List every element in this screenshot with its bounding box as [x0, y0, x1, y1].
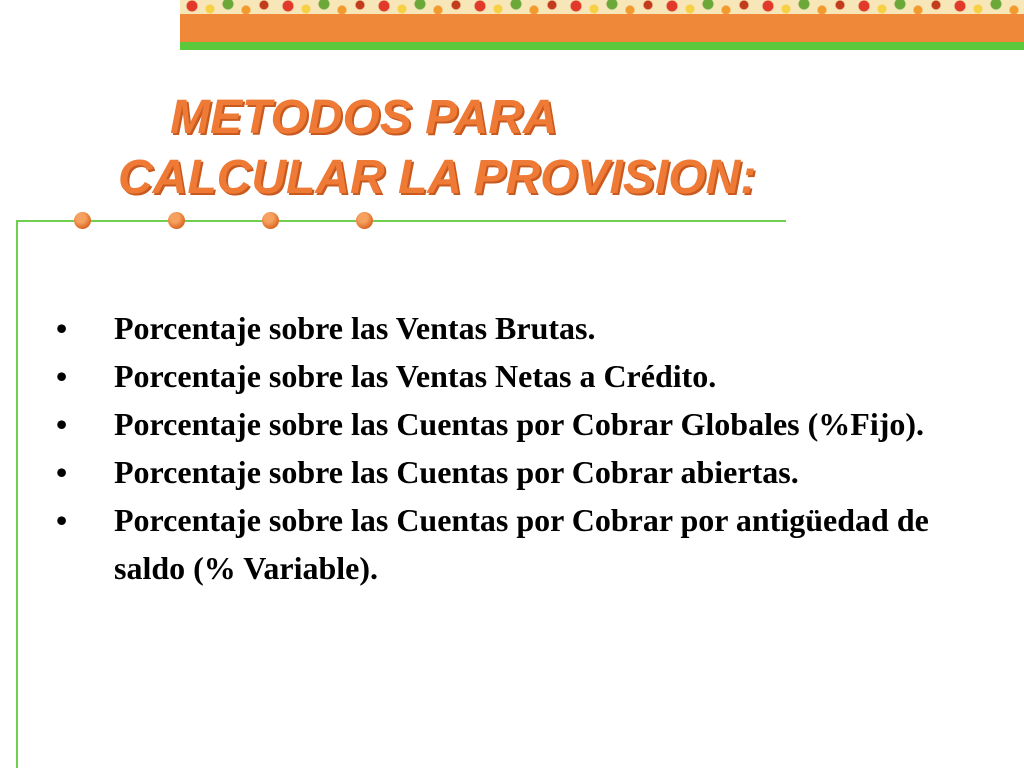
decorative-dot-2: [168, 212, 185, 229]
green-header-stripe: [180, 42, 1024, 50]
vertical-divider: [16, 220, 18, 768]
bullet-glyph: •: [56, 358, 68, 394]
list-item-text: Porcentaje sobre las Ventas Netas a Crédito.: [114, 358, 717, 394]
bullet-glyph: •: [56, 454, 68, 490]
bullet-glyph: •: [56, 406, 68, 442]
decorative-dot-4: [356, 212, 373, 229]
list-item: [56, 496, 956, 592]
list-item: [56, 304, 956, 352]
list-item: [56, 448, 956, 496]
list-item: [56, 400, 956, 448]
list-item-text: Porcentaje sobre las Cuentas por Cobrar Globales (%Fijo).: [114, 406, 925, 442]
method-list: [56, 304, 956, 592]
decorative-dot-3: [262, 212, 279, 229]
slide-title: [118, 88, 978, 208]
title-line-1: METODOS PARA: [170, 91, 558, 144]
horizontal-divider: [16, 220, 786, 222]
list-item-text: Porcentaje sobre las Cuentas por Cobrar por antigüedad de saldo (% Variable).: [114, 502, 929, 586]
list-item: [56, 352, 956, 400]
list-item-text: Porcentaje sobre las Ventas Brutas.: [114, 310, 596, 346]
orange-header-bar: [180, 14, 1024, 44]
decorative-dot-1: [74, 212, 91, 229]
list-item-text: Porcentaje sobre las Cuentas por Cobrar abiertas.: [114, 454, 799, 490]
floral-banner-decoration: [180, 0, 1024, 14]
bullet-glyph: •: [56, 502, 68, 538]
bullet-glyph: •: [56, 310, 68, 346]
title-line-2: CALCULAR LA PROVISION:: [118, 151, 757, 204]
